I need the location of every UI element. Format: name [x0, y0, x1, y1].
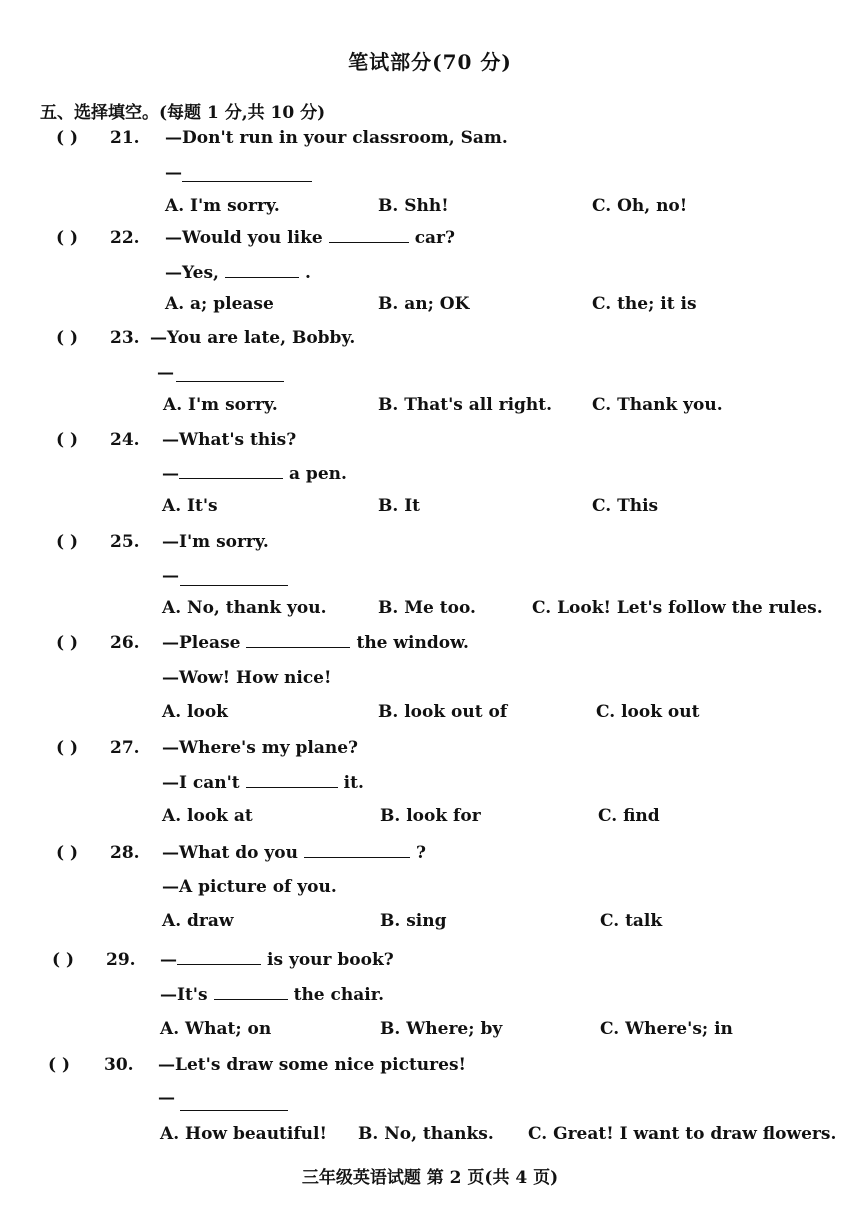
- reply-line: [165, 263, 311, 283]
- stem-part: it.: [343, 773, 364, 793]
- answer-blank[interactable]: [177, 950, 261, 965]
- option-b: B. Where; by: [380, 1019, 503, 1039]
- reply-line: —A picture of you.: [162, 877, 337, 897]
- option-c: C. find: [598, 806, 660, 826]
- question-stem: —You are late, Bobby.: [150, 328, 356, 348]
- option-c: C. Thank you.: [592, 395, 723, 415]
- answer-blank[interactable]: [329, 228, 409, 243]
- question-number: 29.: [106, 950, 136, 970]
- option-b: B. It: [378, 496, 421, 516]
- answer-bracket[interactable]: ( ): [56, 228, 79, 248]
- reply-line: —Wow! How nice!: [162, 668, 332, 688]
- answer-blank[interactable]: [176, 380, 284, 382]
- stem-part: —Yes,: [165, 263, 219, 283]
- question-number: 26.: [110, 633, 140, 653]
- option-b: B. No, thanks.: [358, 1124, 494, 1144]
- question-number: 24.: [110, 430, 140, 450]
- option-a: A. I'm sorry.: [165, 196, 280, 216]
- answer-blank[interactable]: [214, 985, 288, 1000]
- option-b: B. an; OK: [378, 294, 470, 314]
- answer-bracket[interactable]: ( ): [52, 950, 75, 970]
- stem-part: —I can't: [162, 773, 240, 793]
- option-c: C. Great! I want to draw flowers.: [528, 1124, 837, 1144]
- question-number: 28.: [110, 843, 140, 863]
- question-stem: —I'm sorry.: [162, 532, 269, 552]
- question-number: 27.: [110, 738, 140, 758]
- option-b: B. sing: [380, 911, 447, 931]
- option-c: C. talk: [600, 911, 663, 931]
- reply-dash: —: [165, 163, 182, 183]
- answer-blank[interactable]: [246, 773, 338, 788]
- option-c: C. This: [592, 496, 659, 516]
- answer-blank[interactable]: [180, 584, 288, 586]
- answer-blank[interactable]: [246, 633, 350, 648]
- stem-part: car?: [414, 228, 455, 248]
- stem-part: —: [160, 950, 177, 970]
- option-a: A. a; please: [165, 294, 274, 314]
- option-c: C. Look! Let's follow the rules.: [532, 598, 823, 618]
- answer-blank[interactable]: [180, 1109, 288, 1111]
- option-a: A. look at: [162, 806, 253, 826]
- question-stem: [165, 228, 455, 248]
- option-b: B. Me too.: [378, 598, 476, 618]
- stem-part: —Please: [162, 633, 241, 653]
- reply-line: [162, 464, 347, 484]
- page-footer: 三年级英语试题 第 2 页(共 4 页): [301, 1168, 559, 1188]
- answer-bracket[interactable]: ( ): [56, 738, 79, 758]
- answer-blank[interactable]: [182, 180, 312, 182]
- answer-blank[interactable]: [179, 464, 283, 479]
- answer-blank[interactable]: [225, 263, 299, 278]
- answer-bracket[interactable]: ( ): [56, 843, 79, 863]
- question-number: 21.: [110, 128, 140, 148]
- answer-bracket[interactable]: ( ): [56, 328, 79, 348]
- option-c: C. look out: [596, 702, 700, 722]
- stem-part: the window.: [356, 633, 469, 653]
- option-a: A. look: [162, 702, 228, 722]
- option-a: A. It's: [162, 496, 218, 516]
- page-title: 笔试部分(70 分): [348, 50, 512, 74]
- stem-part: a pen.: [289, 464, 347, 484]
- option-a: A. How beautiful!: [160, 1124, 327, 1144]
- stem-part: —: [162, 464, 179, 484]
- answer-bracket[interactable]: ( ): [56, 633, 79, 653]
- question-stem: —What's this?: [162, 430, 297, 450]
- stem-part: —Would you like: [165, 228, 323, 248]
- option-a: A. I'm sorry.: [163, 395, 278, 415]
- question-number: 25.: [110, 532, 140, 552]
- question-number: 22.: [110, 228, 140, 248]
- answer-blank[interactable]: [304, 843, 410, 858]
- section-heading: 五、选择填空。(每题 1 分,共 10 分): [40, 103, 326, 123]
- question-stem: —Don't run in your classroom, Sam.: [165, 128, 508, 148]
- answer-bracket[interactable]: ( ): [48, 1055, 71, 1075]
- reply-dash: —: [157, 363, 174, 383]
- stem-part: .: [304, 263, 311, 283]
- question-stem: [162, 633, 469, 653]
- stem-part: —What do you: [162, 843, 298, 863]
- option-c: C. Oh, no!: [592, 196, 688, 216]
- stem-part: is your book?: [267, 950, 394, 970]
- option-a: A. What; on: [160, 1019, 272, 1039]
- option-c: C. the; it is: [592, 294, 697, 314]
- question-stem: [160, 950, 394, 970]
- reply-line: [162, 773, 364, 793]
- reply-dash: —: [158, 1088, 175, 1108]
- reply-line: [160, 985, 384, 1005]
- option-b: B. look for: [380, 806, 481, 826]
- option-c: C. Where's; in: [600, 1019, 733, 1039]
- question-stem: —Where's my plane?: [162, 738, 359, 758]
- reply-dash: —: [162, 566, 179, 586]
- question-number: 23.: [110, 328, 140, 348]
- option-a: A. No, thank you.: [162, 598, 327, 618]
- stem-part: the chair.: [293, 985, 385, 1005]
- option-b: B. Shh!: [378, 196, 449, 216]
- question-stem: —Let's draw some nice pictures!: [158, 1055, 466, 1075]
- question-number: 30.: [104, 1055, 134, 1075]
- stem-part: —It's: [160, 985, 208, 1005]
- option-a: A. draw: [162, 911, 234, 931]
- answer-bracket[interactable]: ( ): [56, 430, 79, 450]
- answer-bracket[interactable]: ( ): [56, 532, 79, 552]
- stem-part: ?: [415, 843, 426, 863]
- option-b: B. That's all right.: [378, 395, 553, 415]
- option-b: B. look out of: [378, 702, 508, 722]
- question-stem: [162, 843, 426, 863]
- answer-bracket[interactable]: ( ): [56, 128, 79, 148]
